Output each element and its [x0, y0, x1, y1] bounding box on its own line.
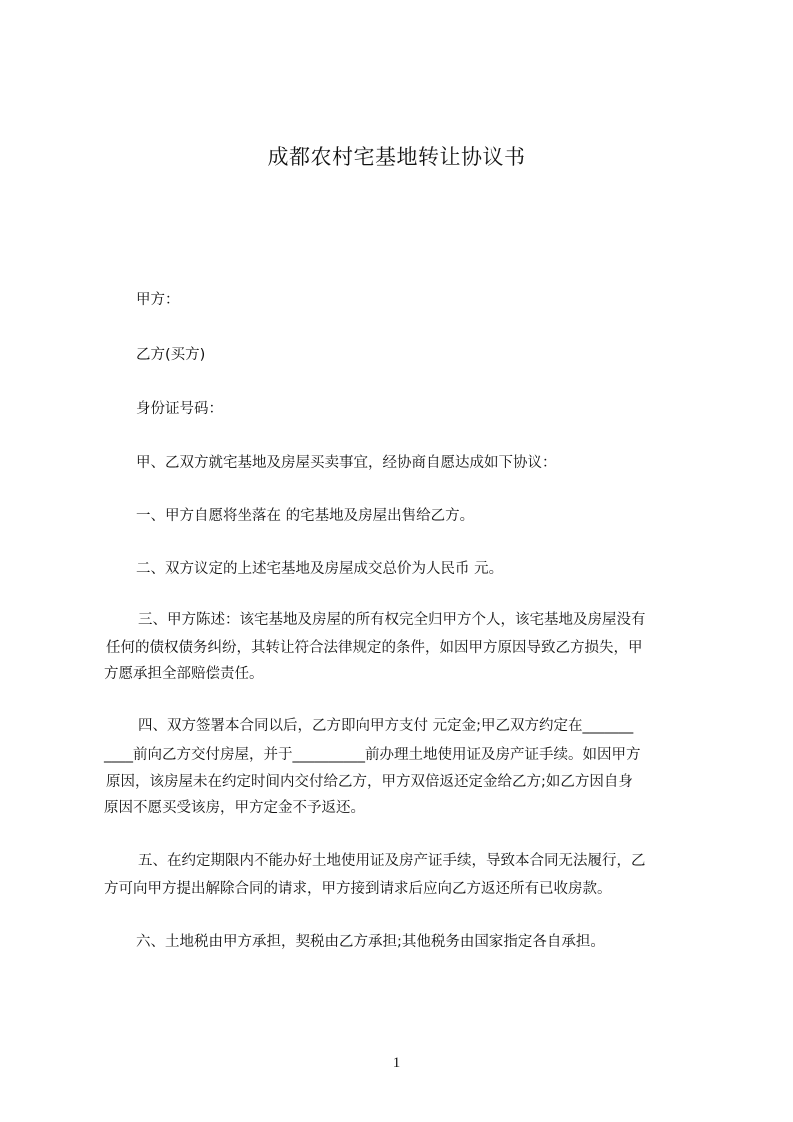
clause-2: 二、双方议定的上述宅基地及房屋成交总价为人民币 元。 [136, 561, 504, 577]
clause-1: 一、甲方自愿将坐落在 的宅基地及房屋出售给乙方。 [136, 508, 475, 524]
document-title: 成都农村宅基地转让协议书 [267, 145, 526, 169]
page-number: 1 [392, 1055, 401, 1071]
clause-6: 六、土地税由甲方承担，契税由乙方承担;其他税务由国家指定各自承担。 [136, 934, 605, 950]
clause-3-line: 方愿承担全部赔偿责任。 [104, 666, 264, 682]
clause-4-line: 原因不愿买受该房，甲方定金不予返还。 [104, 800, 365, 816]
party-b-label: 乙方(买方) [136, 347, 206, 363]
clause-3-line: 三、甲方陈述：该宅基地及房屋的所有权完全归甲方个人，该宅基地及房屋没有 [138, 612, 646, 628]
clause-4-line: 原因，该房屋未在约定时间内交付给乙方，甲方双倍返还定金给乙方;如乙方因自身 [106, 774, 633, 790]
clause-4-line: ____前向乙方交付房屋，并于__________前办理土地使用证及房产证手续。如因甲方 [104, 747, 641, 763]
clause-5-line: 方可向甲方提出解除合同的请求，甲方接到请求后应向乙方返还所有已收房款。 [104, 881, 612, 897]
id-number-label: 身份证号码： [136, 401, 223, 417]
clause-4-line: 四、双方签署本合同以后，乙方即向甲方支付 元定金;甲乙双方约定在_______ [138, 718, 634, 734]
party-a-label: 甲方： [136, 292, 180, 308]
preamble: 甲、乙双方就宅基地及房屋买卖事宜，经协商自愿达成如下协议： [136, 455, 557, 471]
clause-5-line: 五、在约定期限内不能办好土地使用证及房产证手续，导致本合同无法履行，乙 [138, 853, 646, 869]
clause-3-line: 任何的债权债务纠纷，其转让符合法律规定的条件，如因甲方原因导致乙方损失，甲 [106, 640, 643, 656]
